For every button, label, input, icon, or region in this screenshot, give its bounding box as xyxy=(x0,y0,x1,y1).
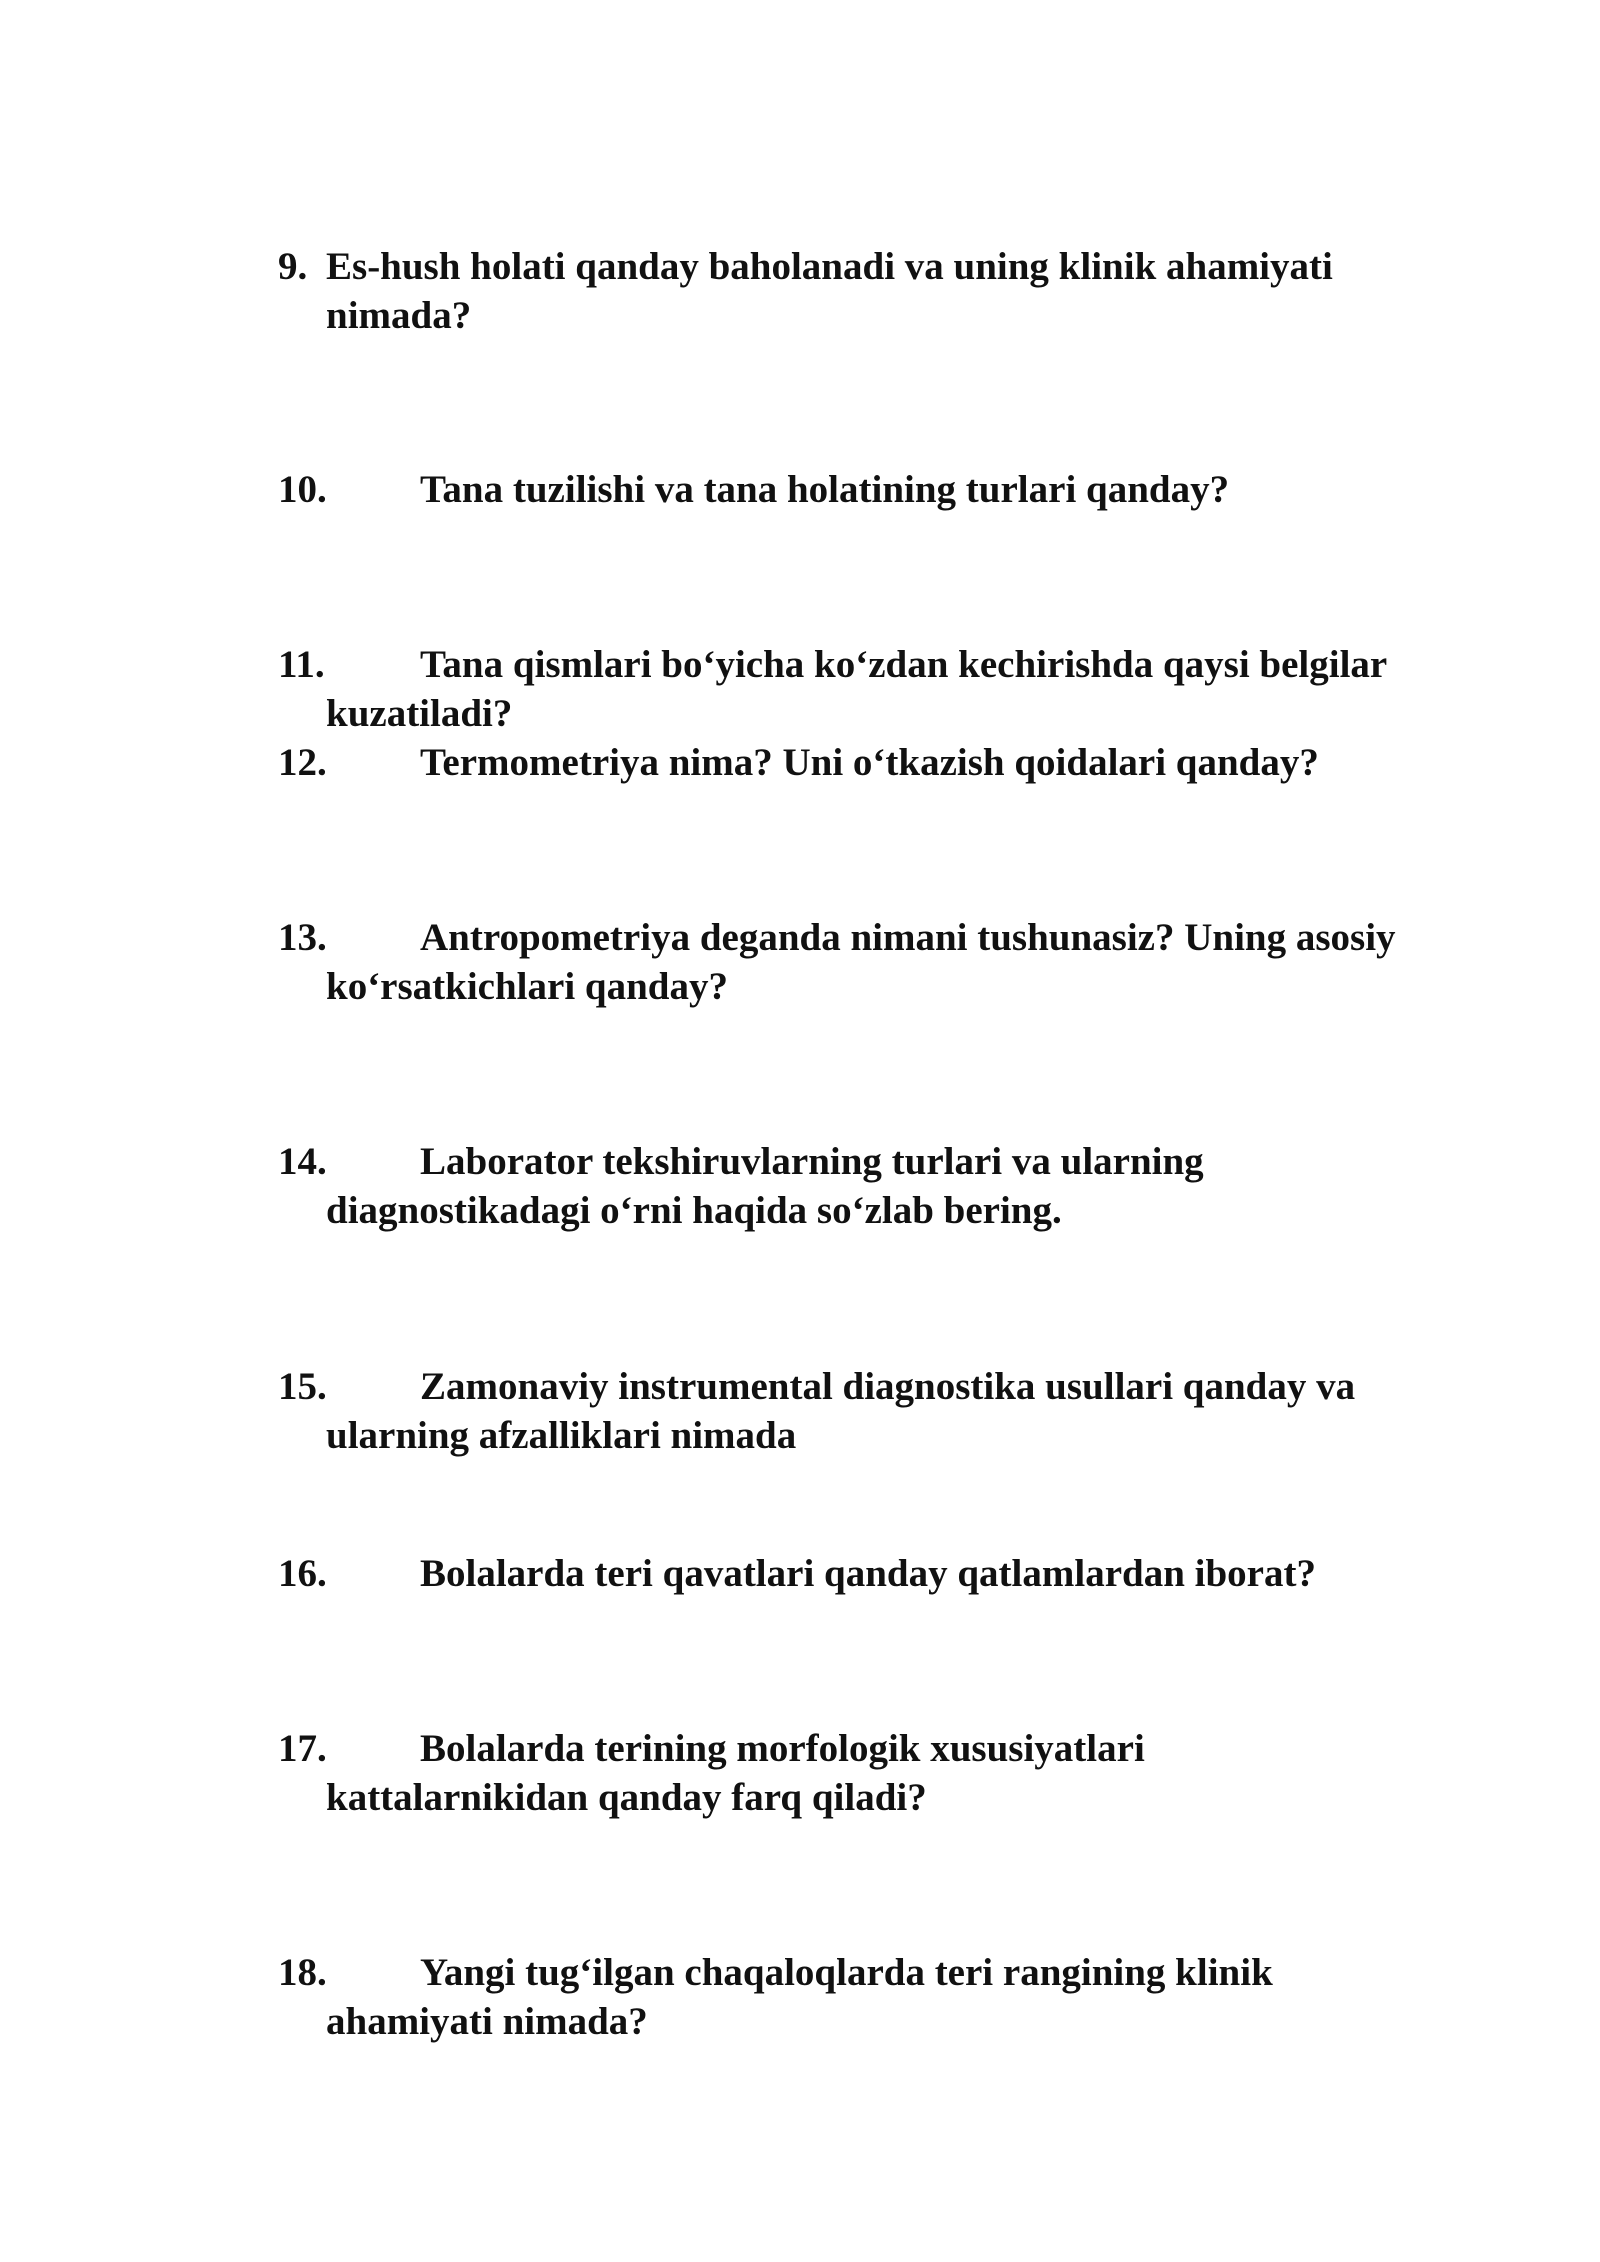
question-text: Zamonaviy instrumental diagnostika usullari qanday va ularning afzalliklari nimada xyxy=(326,1365,1356,1457)
question-number: 13. xyxy=(278,916,327,959)
question-text: Es-hush holati qanday baholanadi va uning klinik ahamiyati nimada? xyxy=(326,245,1333,337)
question-item-10 xyxy=(278,465,1478,514)
question-item-18 xyxy=(278,1948,1478,2046)
question-text: Tana qismlari bo‘yicha ko‘zdan kechirishda qaysi belgilar kuzatiladi? xyxy=(326,643,1387,735)
question-text: Laborator tekshiruvlarning turlari va ularning diagnostikadagi o‘rni haqida so‘zlab bering. xyxy=(326,1140,1204,1232)
question-number: 10. xyxy=(278,468,327,511)
question-number: 15. xyxy=(278,1365,327,1408)
question-text: Antropometriya deganda nimani tushunasiz? Uning asosiy ko‘rsatkichlari qanday? xyxy=(326,916,1396,1008)
question-item-12 xyxy=(278,738,1478,787)
question-number: 14. xyxy=(278,1140,327,1183)
question-number: 11. xyxy=(278,643,325,686)
question-number: 12. xyxy=(278,741,327,784)
question-item-14 xyxy=(278,1137,1478,1235)
question-text: Bolalarda terining morfologik xususiyatlari kattalarnikidan qanday farq qiladi? xyxy=(326,1727,1145,1819)
question-text: Termometriya nima? Uni o‘tkazish qoidalari qanday? xyxy=(420,741,1319,784)
question-number: 18. xyxy=(278,1951,327,1994)
question-number: 9. xyxy=(278,245,308,288)
question-item-16 xyxy=(278,1549,1478,1598)
question-number: 17. xyxy=(278,1727,327,1770)
question-item-17 xyxy=(278,1724,1478,1822)
question-text: Yangi tug‘ilgan chaqaloqlarda teri rangining klinik ahamiyati nimada? xyxy=(326,1951,1273,2043)
question-item-15 xyxy=(278,1362,1478,1460)
question-text: Bolalarda teri qavatlari qanday qatlamlardan iborat? xyxy=(420,1552,1316,1595)
question-item-13 xyxy=(278,913,1478,1011)
question-item-9 xyxy=(278,242,1478,340)
question-item-11 xyxy=(278,640,1478,738)
question-text: Tana tuzilishi va tana holatining turlari qanday? xyxy=(420,468,1230,511)
question-number: 16. xyxy=(278,1552,327,1595)
